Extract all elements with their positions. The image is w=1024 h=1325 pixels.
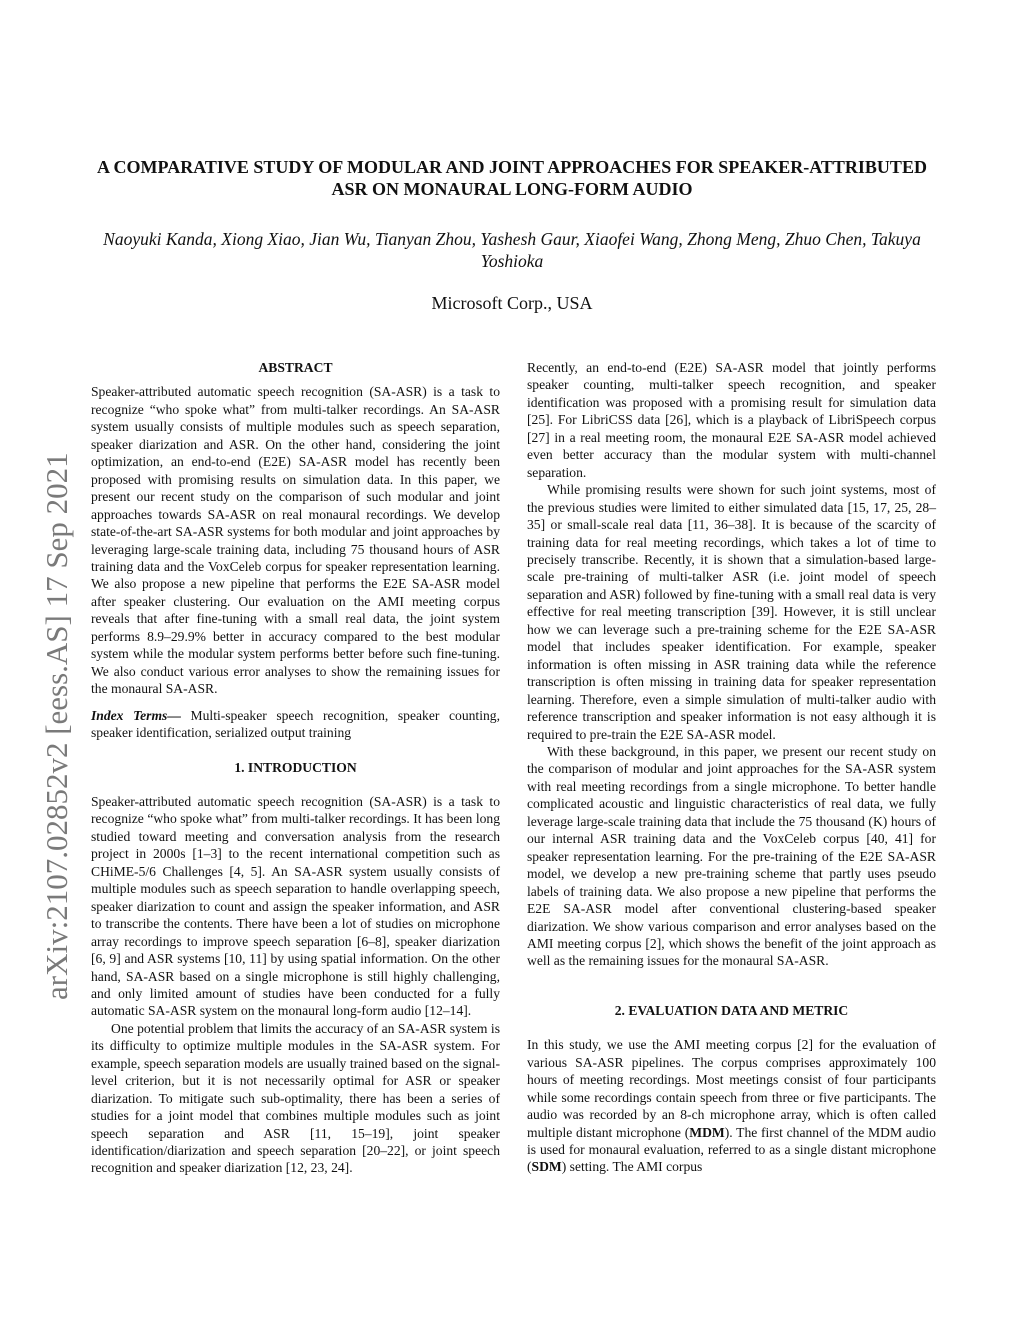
index-terms-text: Multi-speaker speech recognition, speaker counting, speaker identification, serialized output training xyxy=(91,707,500,741)
left-column xyxy=(91,359,500,1177)
index-terms xyxy=(91,707,500,742)
intro-paragraph-4: While promising results were shown for such joint systems, most of the previous studies were limited to either simulated data [15, 17, 25, 28–35] or small-scale real data [11, 36–38]. It is because of the scarcity of training data for real meeting recordings, which takes a lot of time to precisely transcribe. Recently, it is shown that a simulation-based large-scale pre-training of multi-talker ASR (i.e. joint model of speech separation and ASR) followed by fine-tuning with a small real data is very effective for real meeting transcription [39]. However, it is still unclear how we can leverage such a pre-training scheme for the E2E SA-ASR model that includes speaker identification. For example, speaker information is often missing in ASR training data while the reference transcription is often missing in training data for speaker representation learning. Therefore, even a simple simulation of multi-talker audio with reference transcription and speaker information is not easy although it is required to pre-train the E2E SA-ASR model. xyxy=(527,482,936,742)
arxiv-sidebar xyxy=(39,452,74,1001)
intro-paragraph-3: Recently, an end-to-end (E2E) SA-ASR model that jointly performs speaker counting, multi-talker speech recognition, and speaker identification was proposed with a promising result for simulation data [25]. For LibriCSS data [26], which is a playback of LibriSpeech corpus [27] in a real meeting room, the monaural E2E SA-ASR model achieved even better accuracy than the modular system with multi-channel separation. xyxy=(527,360,936,480)
intro-paragraph-5: With these background, in this paper, we present our recent study on the comparison of modular and joint approaches for the SA-ASR system with real meeting recordings from a single microphone. To better handle complicated acoustic and linguistic characteristics of real data, we fully leverage large-scale training data that include the 75 thousand (K) hours of our internal ASR training data and the VoxCeleb corpus [40, 41] for speaker representation learning. For the pre-training of the E2E SA-ASR model, we develop a new pre-training scheme that partly uses pseudo labels of training data. We also propose a new pipeline that performs the E2E SA-ASR model after conventional clustering-based speaker diarization. We show various comparison and error analyses based on the AMI meeting corpus [2], which shows the benefit of the joint approach as well as the remaining issues for the monaural SA-ASR. xyxy=(527,743,936,969)
intro-paragraph-1: Speaker-attributed automatic speech recognition (SA-ASR) is a task to recognize “who spoke what” from multi-talker recordings. It has been long studied toward meeting and conversation analysis from the research project in 2000s [1–3] to the recent international competition such as CHiME-5/6 Challenges [4, 5]. An SA-ASR system usually consists of multiple modules such as speech separation to handle overlapping speech, speaker diarization to count and assign the speaker information, and ASR to transcribe the contents. There have been a lot of studies on microphone array recordings to improve speech separation [6–8], speaker diarization [6, 9] and ASR systems [10, 11] by using spatial information. On the other hand, SA-ASR based on a single microphone is still highly challenging, and only limited amount of studies have been conducted for a fully automatic SA-ASR system on the monaural long-form audio [12–14]. xyxy=(91,793,500,1019)
eval-heading: 2. EVALUATION DATA AND METRIC xyxy=(614,1002,849,1018)
eval-text-a: In this study, we use the AMI meeting corpus [2] for the evaluation of various SA-ASR pipelines. The corpus comprises approximately 100 hours of meeting recordings. Most meetings consist of four participants while some recordings contain speech from three or five participants. The audio was recorded by an 8-ch microphone array, which is often called multiple distant microphone ( xyxy=(527,1037,936,1140)
right-column xyxy=(527,359,936,1176)
eval-text-c: ) setting. The AMI corpus xyxy=(561,1159,703,1175)
eval-text-b: ). The first channel of the MDM audio is used for monaural evaluation, referred to as a single distant microphone ( xyxy=(527,1124,936,1175)
intro-heading: 1. INTRODUCTION xyxy=(234,759,357,775)
eval-paragraph-1 xyxy=(527,1036,936,1176)
affiliation: Microsoft Corp., USA xyxy=(431,293,593,313)
index-terms-label: Index Terms— xyxy=(91,707,181,723)
abstract-heading: ABSTRACT xyxy=(258,360,333,375)
arxiv-stamp: arXiv:2107.02852v2 [eess.AS] 17 Sep 2021 xyxy=(39,452,74,1000)
mdm-abbrev: MDM xyxy=(689,1124,725,1140)
sdm-abbrev: SDM xyxy=(531,1159,562,1175)
abstract-text: Speaker-attributed automatic speech recognition (SA-ASR) is a task to recognize “who spoke what” from multi-talker recordings. An SA-ASR system usually consists of multiple modules such as speech separation, speaker diarization and ASR. On the other hand, considering the joint optimization, an end-to-end (E2E) SA-ASR model has recently been proposed with promising results on simulation data. In this paper, we present our recent study on the comparison of such modular and joint approaches towards SA-ASR on real monaural recordings. We develop state-of-the-art SA-ASR systems for both modular and joint approaches by leveraging large-scale training data, including 75 thousand hours of ASR training data and the VoxCeleb corpus for speaker representation learning. We also propose a new pipeline that performs the E2E SA-ASR model after speaker clustering. Our evaluation on the AMI meeting corpus reveals that after fine-tuning with a small real data, the joint system performs 8.9–29.9% better in accuracy compared to the best modular system while the modular system performs better before such fine-tuning. We also conduct various error analyses to show the remaining issues for the monaural SA-ASR. xyxy=(91,384,500,697)
author-list: Naoyuki Kanda, Xiong Xiao, Jian Wu, Tianyan Zhou, Yashesh Gaur, Xiaofei Wang, Zhong Meng, Zhuo Chen, Takuya Yoshioka xyxy=(103,229,921,271)
intro-paragraph-2: One potential problem that limits the accuracy of an SA-ASR system is its difficulty to optimize multiple modules in the SA-ASR system. For example, speech separation models are usually trained based on the signal-level criterion, but it is not necessarily optimal for ASR or speaker diarization. To mitigate such sub-optimality, there has been a series of studies for a joint model that combines multiple modules such as joint speech separation and ASR [11, 15–19], joint speaker identification/diarization and speech separation [20–22], or joint speech recognition and speaker diarization [12, 23, 24]. xyxy=(91,1020,500,1176)
paper-title: A COMPARATIVE STUDY OF MODULAR AND JOINT APPROACHES FOR SPEAKER-ATTRIBUTED ASR ON MONAURAL LONG-FORM AUDIO xyxy=(97,157,927,199)
